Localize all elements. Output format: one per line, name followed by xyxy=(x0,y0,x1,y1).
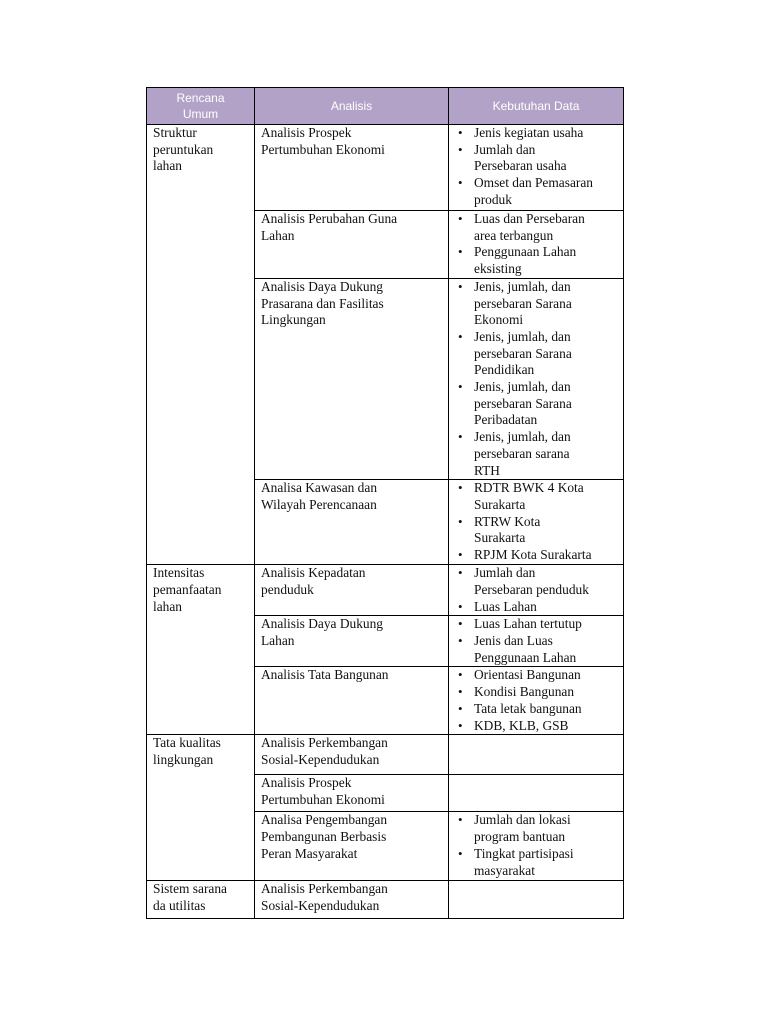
analisis-cell: Analisis Kepadatan penduduk xyxy=(255,565,449,616)
kebutuhan-list xyxy=(455,279,619,479)
list-item: • Jenis dan Luas Penggunaan Lahan xyxy=(455,633,619,666)
kebutuhan-data-cell xyxy=(449,881,624,919)
analisis-cell: Analisis Perkembangan Sosial-Kependudukan xyxy=(255,735,449,775)
kebutuhan-data-cell xyxy=(449,616,624,667)
kebutuhan-data-cell xyxy=(449,211,624,279)
analisis-cell: Analisis Perkembangan Sosial-Kependudukan xyxy=(255,881,449,919)
list-item: • KDB, KLB, GSB xyxy=(455,718,619,735)
kebutuhan-data-cell xyxy=(449,775,624,812)
list-item: • Tata letak bangunan xyxy=(455,701,619,718)
data-requirements-table xyxy=(146,87,624,919)
analisis-cell: Analisis Daya Dukung Prasarana dan Fasilitas Lingkungan xyxy=(255,278,449,479)
table-row xyxy=(147,125,624,211)
list-item: • Luas Lahan tertutup xyxy=(455,616,619,633)
analisis-cell: Analisis Prospek Pertumbuhan Ekonomi xyxy=(255,125,449,211)
table-row xyxy=(147,565,624,616)
kebutuhan-data-cell xyxy=(449,735,624,775)
kebutuhan-data-cell xyxy=(449,812,624,881)
rencana-umum-cell: Struktur peruntukan lahan xyxy=(147,125,255,565)
list-item: • RPJM Kota Surakarta xyxy=(455,547,619,564)
list-item: • Jenis, jumlah, dan persebaran Sarana Peribadatan xyxy=(455,379,619,429)
list-item: • Jumlah dan lokasi program bantuan xyxy=(455,812,619,845)
list-item: • Orientasi Bangunan xyxy=(455,667,619,684)
rencana-umum-cell: Sistem sarana da utilitas xyxy=(147,881,255,919)
list-item: • Luas dan Persebaran area terbangun xyxy=(455,211,619,244)
header-rencana-umum: Rencana Umum xyxy=(147,88,255,125)
list-item: • Penggunaan Lahan eksisting xyxy=(455,244,619,277)
analisis-cell: Analisa Kawasan dan Wilayah Perencanaan xyxy=(255,480,449,565)
analisis-cell: Analisis Daya Dukung Lahan xyxy=(255,616,449,667)
list-item: • Luas Lahan xyxy=(455,599,619,616)
list-item: • Kondisi Bangunan xyxy=(455,684,619,701)
analisis-cell: Analisis Prospek Pertumbuhan Ekonomi xyxy=(255,775,449,812)
list-item: • Jenis, jumlah, dan persebaran sarana RTH xyxy=(455,429,619,479)
list-item: • RDTR BWK 4 Kota Surakarta xyxy=(455,480,619,513)
analisis-cell: Analisa Pengembangan Pembangunan Berbasis Peran Masyarakat xyxy=(255,812,449,881)
table-body xyxy=(147,125,624,919)
table-header-row xyxy=(147,88,624,125)
kebutuhan-list xyxy=(455,667,619,734)
kebutuhan-data-cell xyxy=(449,278,624,479)
analisis-cell: Analisis Tata Bangunan xyxy=(255,667,449,735)
rencana-umum-cell: Intensitas pemanfaatan lahan xyxy=(147,565,255,735)
table-row xyxy=(147,735,624,775)
kebutuhan-list xyxy=(455,211,619,278)
table-row xyxy=(147,881,624,919)
kebutuhan-list xyxy=(455,812,619,879)
kebutuhan-data-cell xyxy=(449,667,624,735)
kebutuhan-list xyxy=(455,125,619,209)
list-item: • Jumlah dan Persebaran usaha xyxy=(455,142,619,175)
kebutuhan-list xyxy=(455,565,619,615)
list-item: • Jenis kegiatan usaha xyxy=(455,125,619,142)
kebutuhan-list xyxy=(455,480,619,564)
list-item: • Jenis, jumlah, dan persebaran Sarana Pendidikan xyxy=(455,329,619,379)
header-kebutuhan-data: Kebutuhan Data xyxy=(449,88,624,125)
kebutuhan-data-cell xyxy=(449,125,624,211)
list-item: • RTRW Kota Surakarta xyxy=(455,514,619,547)
kebutuhan-data-cell xyxy=(449,480,624,565)
list-item: • Jenis, jumlah, dan persebaran Sarana Ekonomi xyxy=(455,279,619,329)
kebutuhan-data-cell xyxy=(449,565,624,616)
analisis-cell: Analisis Perubahan Guna Lahan xyxy=(255,211,449,279)
list-item: • Jumlah dan Persebaran penduduk xyxy=(455,565,619,598)
rencana-umum-cell: Tata kualitas lingkungan xyxy=(147,735,255,881)
header-analisis: Analisis xyxy=(255,88,449,125)
list-item: • Omset dan Pemasaran produk xyxy=(455,175,619,208)
kebutuhan-list xyxy=(455,616,619,666)
list-item: • Tingkat partisipasi masyarakat xyxy=(455,846,619,879)
